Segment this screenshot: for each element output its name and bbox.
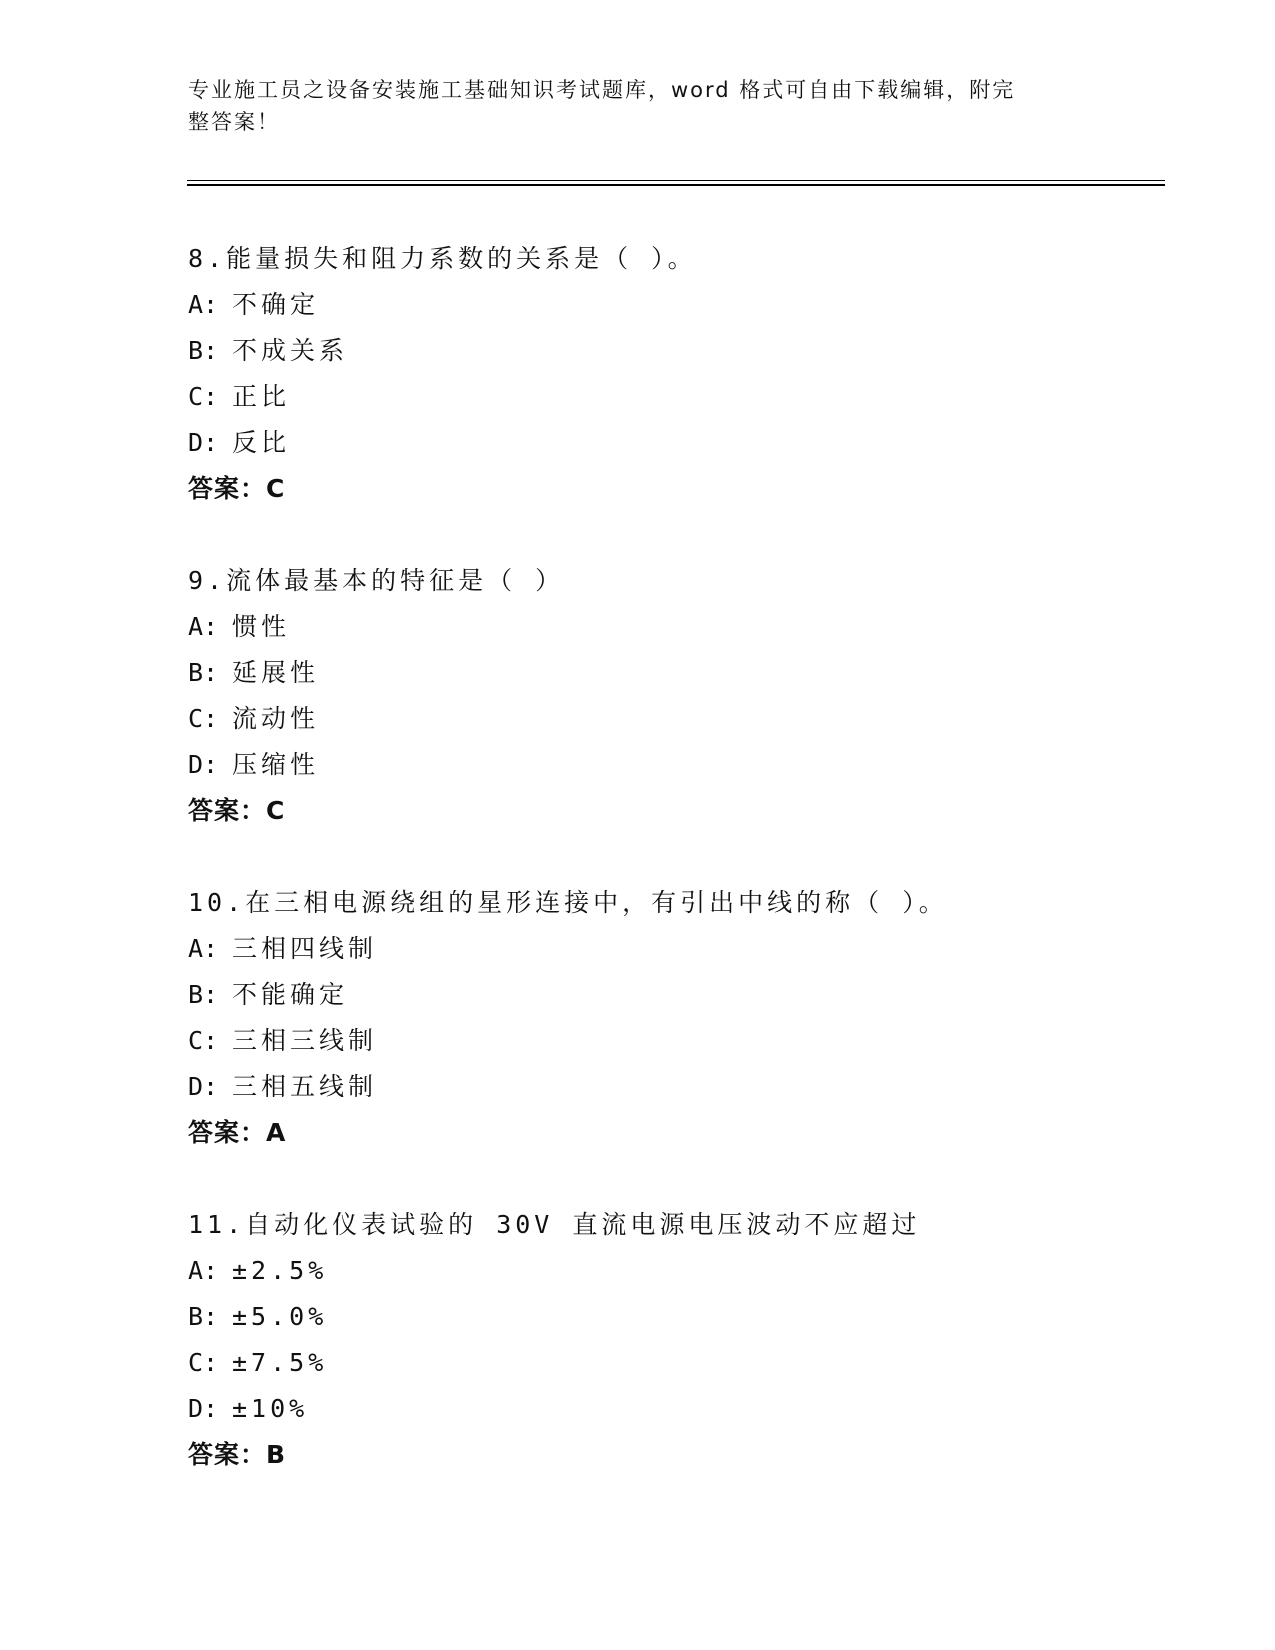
question-stem: 10.在三相电源绕组的星形连接中，有引出中线的称（ ）。 — [188, 888, 948, 917]
option-letter: C: — [188, 704, 219, 733]
option-text: 压缩性 — [232, 750, 320, 779]
header-divider-bottom — [187, 184, 1165, 186]
option-b — [188, 328, 1168, 374]
option-text: 不能确定 — [232, 980, 349, 1009]
question-list — [188, 236, 1168, 1524]
option-letter: D: — [188, 1072, 219, 1101]
option-text: 不成关系 — [232, 336, 349, 365]
option-letter: C: — [188, 382, 219, 411]
option-letter: D: — [188, 1394, 219, 1423]
option-b — [188, 650, 1168, 696]
answer: 答案：C — [188, 796, 286, 825]
option-text: ±5.0% — [232, 1302, 328, 1331]
question-stem: 9.流体最基本的特征是（ ） — [188, 566, 565, 595]
question-10 — [188, 880, 1168, 1202]
option-text: 流动性 — [232, 704, 320, 733]
option-d — [188, 742, 1168, 788]
option-letter: A: — [188, 290, 219, 319]
answer: 答案：C — [188, 474, 286, 503]
option-letter: B: — [188, 658, 219, 687]
option-text: ±10% — [232, 1394, 309, 1423]
option-b — [188, 1294, 1168, 1340]
header-divider-top — [187, 180, 1165, 181]
option-letter: A: — [188, 612, 219, 641]
option-text: 惯性 — [232, 612, 291, 641]
answer: 答案：B — [188, 1440, 287, 1469]
option-a — [188, 926, 1168, 972]
option-letter: A: — [188, 1256, 219, 1285]
question-stem: 8.能量损失和阻力系数的关系是（ ）。 — [188, 244, 697, 273]
option-letter: D: — [188, 428, 219, 457]
option-c — [188, 374, 1168, 420]
option-letter: A: — [188, 934, 219, 963]
option-a — [188, 282, 1168, 328]
header-line-2: 整答案！ — [188, 110, 280, 134]
option-b — [188, 972, 1168, 1018]
question-8 — [188, 236, 1168, 558]
option-text: 三相五线制 — [232, 1072, 378, 1101]
option-text: 不确定 — [232, 290, 320, 319]
option-text: 三相三线制 — [232, 1026, 378, 1055]
answer: 答案：A — [188, 1118, 287, 1147]
option-a — [188, 604, 1168, 650]
option-letter: D: — [188, 750, 219, 779]
question-stem: 11.自动化仪表试验的 30V 直流电源电压波动不应超过 — [188, 1210, 921, 1239]
option-letter: B: — [188, 1302, 219, 1331]
option-text: 延展性 — [232, 658, 320, 687]
option-letter: C: — [188, 1348, 219, 1377]
question-11 — [188, 1202, 1168, 1524]
option-text: ±7.5% — [232, 1348, 328, 1377]
option-text: 反比 — [232, 428, 291, 457]
option-text: 三相四线制 — [232, 934, 378, 963]
option-text: 正比 — [232, 382, 291, 411]
option-c — [188, 696, 1168, 742]
option-d — [188, 1064, 1168, 1110]
option-d — [188, 420, 1168, 466]
option-c — [188, 1340, 1168, 1386]
option-text: ±2.5% — [232, 1256, 328, 1285]
option-c — [188, 1018, 1168, 1064]
document-header — [188, 74, 1088, 138]
option-d — [188, 1386, 1168, 1432]
question-9 — [188, 558, 1168, 880]
option-letter: C: — [188, 1026, 219, 1055]
header-line-1: 专业施工员之设备安装施工基础知识考试题库，word 格式可自由下载编辑，附完 — [188, 78, 1016, 102]
option-letter: B: — [188, 980, 219, 1009]
option-letter: B: — [188, 336, 219, 365]
option-a — [188, 1248, 1168, 1294]
